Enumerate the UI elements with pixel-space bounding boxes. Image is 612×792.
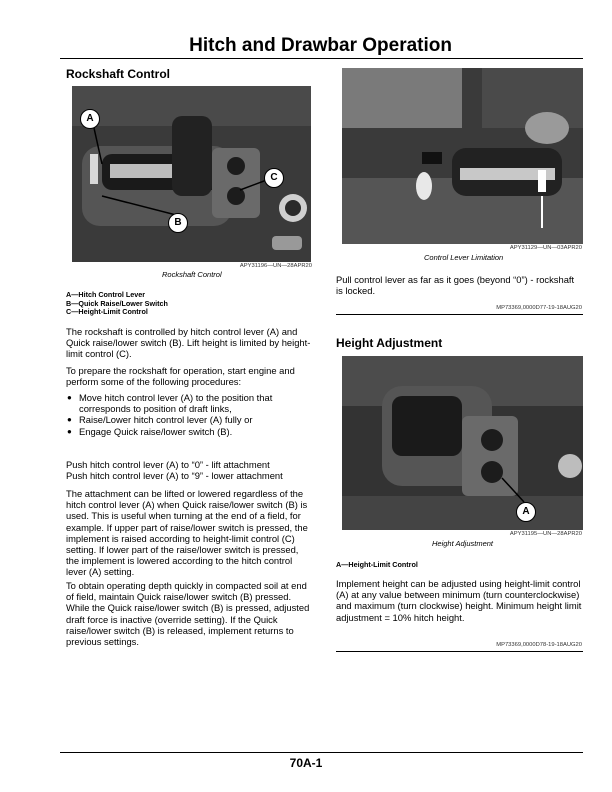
height-adjustment-photo: [342, 356, 583, 530]
body-paragraph: Push hitch control lever (A) to “0” - lift attachment: [66, 459, 270, 470]
list-item: ● Move hitch control lever (A) to the position that corresponds to position of draft links,: [66, 392, 313, 414]
callout-a: A: [516, 502, 536, 522]
section-rule: [336, 314, 583, 315]
bullet-list: [66, 392, 313, 437]
footer-rule: [60, 752, 583, 753]
body-paragraph: The rockshaft is controlled by hitch control lever (A) and Quick raise/lower switch (B). Lift height is limited by height-limit control (C).: [66, 326, 311, 360]
figure-legend: [336, 561, 418, 570]
figure-caption: Control Lever Limitation: [424, 253, 504, 262]
doc-code: MP73369,0000D77-19-18AUG20: [496, 305, 582, 311]
body-paragraph: Push hitch control lever (A) to “9” - lower attachment: [66, 470, 283, 481]
body-paragraph: To obtain operating depth quickly in compacted soil at end of field, maintain Quick raise/lower switch (B) pressed. While the Quick raise/lower switch (B) is pressed, adjusted draft force is inactive (override setting). If the Quick raise/lower switch (B) is released, implement returns to previous settings.: [66, 580, 310, 648]
list-item: ● Raise/Lower hitch control lever (A) fully or: [66, 414, 313, 425]
callout-c: C: [264, 168, 284, 188]
legend-item: C—Height-Limit Control: [66, 307, 148, 317]
body-paragraph: Pull control lever as far as it goes (beyond “0”) - rockshaft is locked.: [336, 274, 575, 297]
figure-ref: APY31196—UN—28APR20: [239, 263, 312, 269]
legend-item: A—Hitch Control Lever: [66, 290, 146, 299]
figure-ref: APY31129—UN—03APR20: [509, 245, 582, 251]
rockshaft-heading: Rockshaft Control: [66, 67, 171, 81]
callout-b: B: [168, 213, 188, 233]
figure-ref: APY31195—UN—28APR20: [509, 531, 582, 537]
legend-item: A—Height-Limit Control: [336, 560, 418, 569]
header-rule: [60, 58, 583, 59]
page-number: 70A-1: [289, 756, 323, 770]
doc-code: MP73369,0000D78-19-18AUG20: [496, 642, 582, 648]
section-rule: [336, 651, 583, 652]
lever-limitation-photo: [342, 68, 583, 244]
callout-a: A: [80, 109, 100, 129]
height-adjustment-heading: Height Adjustment: [336, 336, 443, 350]
legend-item: B—Quick Raise/Lower Switch: [66, 298, 168, 308]
page-title: Hitch and Drawbar Operation: [189, 35, 452, 56]
figure-caption: Rockshaft Control: [162, 270, 222, 279]
figure-legend: [66, 291, 168, 317]
body-paragraph: The attachment can be lifted or lowered regardless of the hitch control lever (A) when Quick raise/lower switch (B) is used. This is useful when turning at the end of a field, for example. If upper part of raise/lower switch is pressed, the implement is raised according to height-limit control (C) setting. If lower part of the raise/lower switch is pressed, the implement is lowered according to the hitch control lever (A) setting.: [66, 488, 308, 578]
body-paragraph: To prepare the rockshaft for operation, start engine and perform some of the following procedures:: [66, 365, 295, 388]
figure-caption: Height Adjustment: [432, 539, 494, 548]
list-item: ● Engage Quick raise/lower switch (B).: [66, 426, 313, 437]
body-paragraph: Implement height can be adjusted using height-limit control (A) at any value between minimum (turn counterclockwise) and maximum (turn clockwise) height. Minimum height limit adjustment = 10% hitch height.: [336, 578, 582, 623]
